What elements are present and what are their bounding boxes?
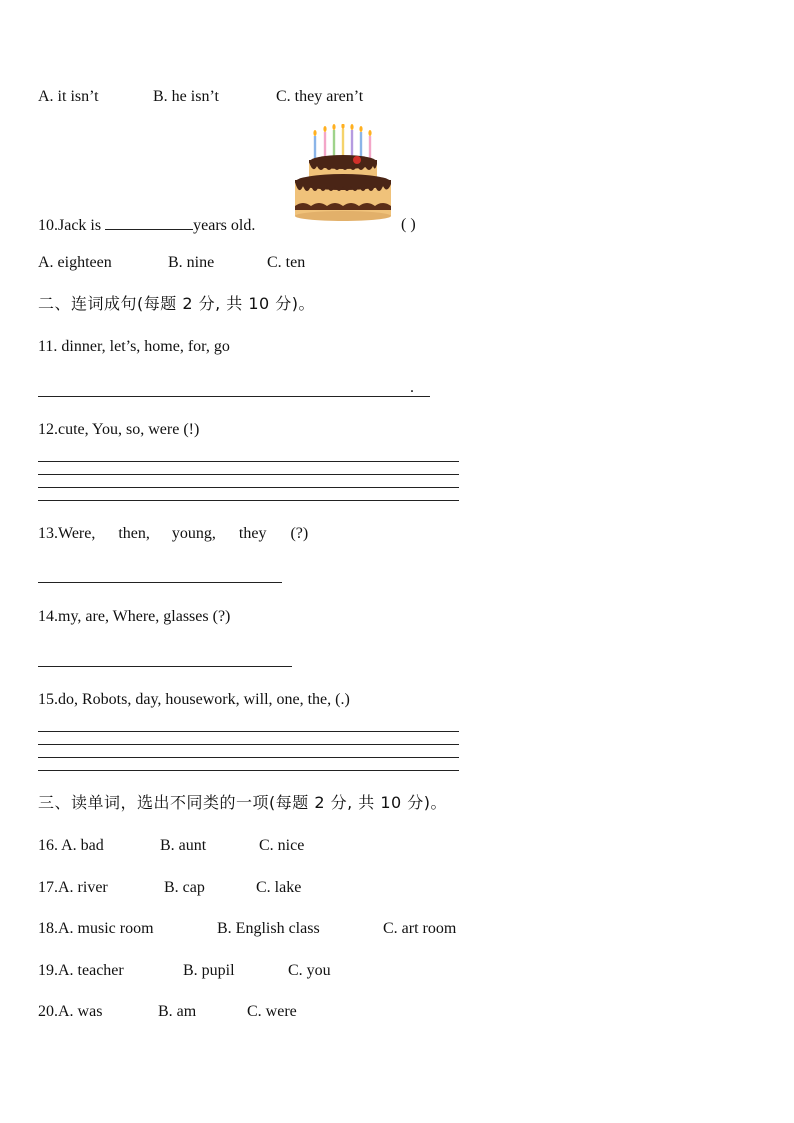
q9-option-a: A. it isn’t [38, 88, 99, 105]
q17-option-c: C. lake [256, 879, 302, 896]
q15-answer-line[interactable] [38, 757, 459, 758]
q13-word: then, [118, 525, 150, 542]
q15-answer-line[interactable] [38, 770, 459, 771]
q19-option-c: C. you [288, 962, 331, 979]
q11-prompt: 11. dinner, let’s, home, for, go [38, 338, 230, 355]
q13-word: they [238, 525, 267, 542]
q10-question [38, 215, 255, 236]
q18-option-b: B. English class [217, 920, 320, 937]
q9-option-c: C. they aren’t [276, 88, 364, 105]
q18-option-a: 18.A. music room [38, 920, 154, 937]
birthday-cake-icon [293, 124, 393, 224]
q17-option-a: 17.A. river [38, 879, 108, 896]
q10-prefix: 10.Jack is [38, 217, 106, 234]
q20-option-b: B. am [158, 1003, 197, 1020]
q11-end-mark: . [410, 379, 414, 396]
q16-option-a: 16. A. bad [38, 837, 104, 854]
q15-prompt: 15.do, Robots, day, housework, will, one, the, (.) [38, 691, 350, 708]
q10-suffix: years old. [193, 217, 256, 234]
q13-word: 13.Were, [38, 525, 96, 542]
q13-word: young, [171, 525, 216, 542]
q19-option-b: B. pupil [183, 962, 235, 979]
q10-answer-blank[interactable] [105, 215, 193, 230]
q15-answer-line[interactable] [38, 731, 459, 732]
q20-option-c: C. were [247, 1003, 297, 1020]
q10-option-a: A. eighteen [38, 254, 112, 271]
q16-option-b: B. aunt [160, 837, 207, 854]
q12-answer-line[interactable] [38, 461, 459, 462]
q12-answer-line[interactable] [38, 487, 459, 488]
q12-answer-line[interactable] [38, 500, 459, 501]
q17-option-b: B. cap [164, 879, 205, 896]
q13-word: (?) [290, 525, 309, 542]
section3-heading: 三、读单词，选出不同类的一项(每题 2 分, 共 10 分)。 [38, 793, 448, 812]
q13-prompt [38, 524, 308, 544]
q15-answer-line[interactable] [38, 744, 459, 745]
q13-answer-line[interactable] [38, 582, 282, 583]
section2-heading: 二、连词成句(每题 2 分, 共 10 分)。 [38, 294, 316, 313]
q9-option-b: B. he isn’t [153, 88, 219, 105]
q19-option-a: 19.A. teacher [38, 962, 124, 979]
q16-option-c: C. nice [259, 837, 305, 854]
q10-option-b: B. nine [168, 254, 215, 271]
q14-prompt: 14.my, are, Where, glasses (?) [38, 608, 231, 625]
q10-answer-paren[interactable]: ( ) [401, 216, 416, 233]
q14-answer-line[interactable] [38, 666, 292, 667]
q12-answer-line[interactable] [38, 474, 459, 475]
q20-option-a: 20.A. was [38, 1003, 103, 1020]
q10-option-c: C. ten [267, 254, 306, 271]
q18-option-c: C. art room [383, 920, 457, 937]
q11-answer-line[interactable] [38, 396, 430, 397]
q12-prompt: 12.cute, You, so, were (!) [38, 421, 200, 438]
